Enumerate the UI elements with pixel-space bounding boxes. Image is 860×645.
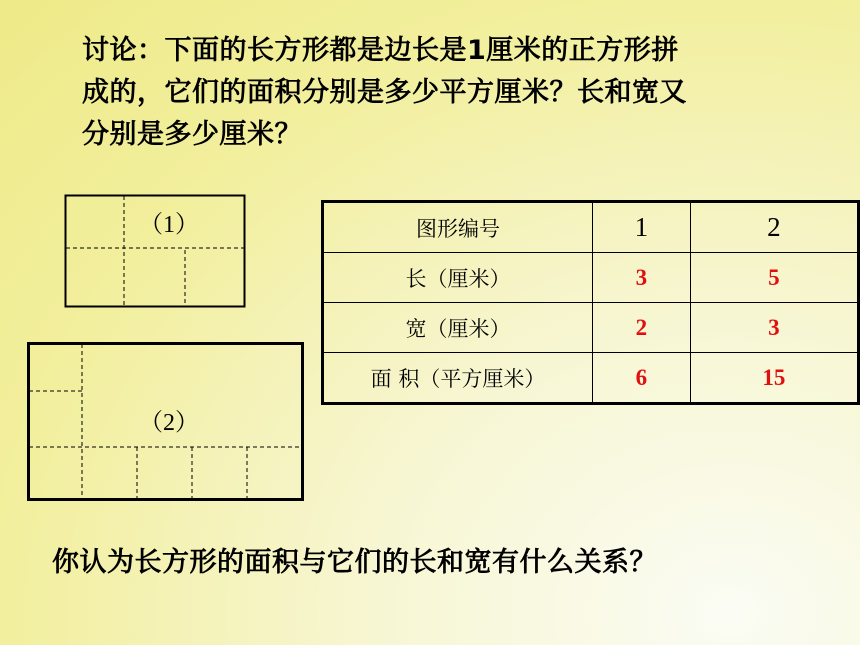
header-figure-number: 图形编号 [323,202,593,253]
figure-2-rectangle [27,342,304,501]
question-line-1: 讨论：下面的长方形都是边长是1厘米的正方形拼 [82,35,679,66]
table-row-length [323,253,859,303]
figure-1-rectangle [64,194,246,308]
dimensions-table [321,200,860,405]
area-figure-1: 6 [593,353,691,404]
figure-2-label: （2） [139,410,199,436]
table-header-row [323,202,859,253]
length-figure-1: 3 [593,253,691,303]
row-label-area: 面 积（平方厘米） [323,353,593,404]
length-figure-2: 5 [690,253,858,303]
discussion-question [82,30,827,156]
figure-1-label: （1） [139,212,199,238]
question-line-2: 成的，它们的面积分别是多少平方厘米？长和宽又 [82,77,687,108]
table-row-width [323,303,859,353]
header-figure-1: 1 [593,202,691,253]
width-figure-2: 3 [690,303,858,353]
relationship-question: 你认为长方形的面积与它们的长和宽有什么关系？ [52,547,657,578]
width-figure-1: 2 [593,303,691,353]
row-label-length: 长（厘米） [323,253,593,303]
row-label-width: 宽（厘米） [323,303,593,353]
header-figure-2: 2 [690,202,858,253]
area-figure-2: 15 [690,353,858,404]
question-line-3: 分别是多少厘米？ [82,119,302,150]
table-row-area [323,353,859,404]
